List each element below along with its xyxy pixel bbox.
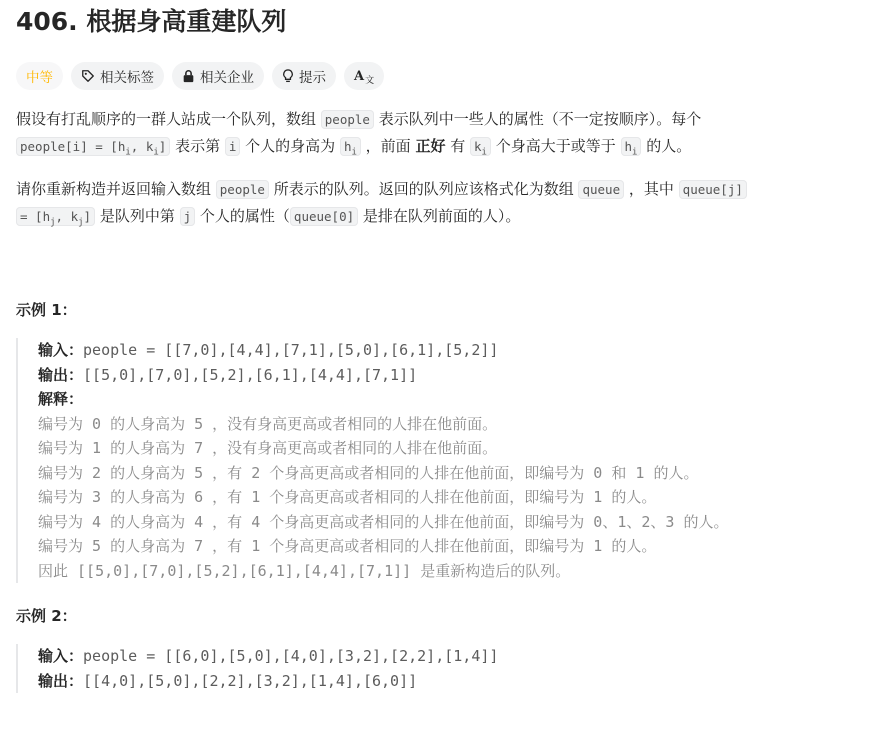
inline-code: [16, 207, 95, 226]
related-tags-button[interactable]: [71, 62, 164, 90]
desc-text: 是队列中第: [95, 206, 180, 225]
desc-text: 个人的身高为: [240, 137, 340, 155]
explain-label: 解释：: [38, 390, 84, 408]
desc-text: 表示第: [170, 137, 225, 155]
explain-line: 因此 [[5,0],[7,0],[5,2],[6,1],[4,4],[7,1]] 是重新构造后的队列。: [38, 561, 571, 580]
example-2-block: [16, 644, 866, 693]
desc-text: 请你重新构造并返回输入数组: [16, 179, 216, 198]
description-paragraph-1: [16, 106, 866, 166]
lightbulb-icon: [282, 69, 294, 84]
input-label: 输入：: [38, 647, 84, 665]
code-text: ]: [158, 139, 167, 154]
example-1-heading: 示例 1：: [16, 301, 77, 319]
explain-line: 编号为 2 的人身高为 5 ，有 2 个身高更高或者相同的人排在他前面，即编号为 0 和 1 的人。: [38, 463, 699, 482]
related-companies-label: 相关企业: [200, 70, 254, 86]
tag-icon: [81, 69, 95, 83]
example-2-heading: 示例 2：: [16, 607, 77, 625]
code-sub: i: [153, 147, 159, 158]
example-1-explain-label: [38, 387, 866, 412]
hint-label: 提示: [299, 70, 326, 86]
input-value: people = [[7,0],[4,4],[7,1],[5,0],[6,1],[5,2]]: [83, 341, 499, 359]
output-value: [[5,0],[7,0],[5,2],[6,1],[4,4],[7,1]]: [83, 365, 418, 384]
example-1-block: [16, 338, 866, 583]
code-text: , k: [55, 208, 79, 224]
explain-line: 编号为 5 的人身高为 7 ，有 1 个身高更高或者相同的人排在他前面，即编号为 1 的人。: [38, 537, 657, 555]
translate-icon: A: [354, 68, 365, 84]
lock-icon: [182, 69, 195, 83]
output-label: 输出：: [38, 671, 84, 690]
related-companies-button[interactable]: [172, 62, 264, 90]
translate-icon-glyph: 文: [365, 75, 375, 86]
example-2-input: [38, 644, 866, 669]
output-value: [[4,0],[5,0],[2,2],[3,2],[1,4],[6,0]]: [83, 671, 418, 690]
example-1-input: [38, 338, 866, 363]
inline-code: j: [180, 207, 196, 226]
code-text: k: [474, 139, 482, 154]
code-text: = [h: [20, 208, 51, 224]
explain-line: 编号为 3 的人身高为 6 ，有 1 个身高更高或者相同的人排在他前面，即编号为 1 的人。: [38, 488, 657, 506]
code-sub: j: [78, 217, 84, 227]
code-text: ]: [83, 208, 92, 224]
emphasis-text: 正好: [415, 137, 446, 155]
example-1-output: [38, 363, 866, 388]
explain-line: 编号为 4 的人身高为 4 ，有 4 个身高更高或者相同的人排在他前面，即编号为 0、1、2、3 的人。: [38, 512, 729, 531]
code-sub: i: [481, 147, 487, 158]
inline-code: people: [216, 180, 269, 199]
code-text: people[i] = [h: [20, 139, 126, 154]
input-label: 输入：: [38, 341, 84, 359]
inline-code: [340, 137, 361, 156]
desc-text: 所表示的队列。返回的队列应该格式化为数组: [268, 179, 579, 198]
explain-line: 编号为 1 的人身高为 7 ，没有身高更高或者相同的人排在他前面。: [38, 439, 498, 457]
translate-button[interactable]: [344, 62, 384, 90]
related-tags-label: 相关标签: [100, 70, 154, 86]
desc-text: 假设有打乱顺序的一群人站成一个队列，数组: [16, 110, 321, 128]
inline-code: queue[0]: [290, 207, 358, 226]
inline-code: [16, 137, 170, 156]
explain-line: 编号为 0 的人身高为 5 ，没有身高更高或者相同的人排在他前面。: [38, 414, 498, 433]
input-value: people = [[6,0],[5,0],[4,0],[3,2],[2,2],[1,4]]: [83, 647, 499, 665]
inline-code: i: [225, 137, 241, 156]
desc-text: ，其中: [624, 179, 679, 198]
code-text: h: [343, 139, 352, 154]
example-2-output: [38, 669, 866, 694]
problem-title[interactable]: 406. 根据身高重建队列: [16, 7, 287, 36]
inline-code: queue[j]: [679, 180, 747, 199]
desc-text: ，前面: [360, 137, 416, 155]
code-sub: i: [351, 147, 357, 158]
inline-code: [621, 137, 642, 156]
desc-text: 有: [445, 137, 470, 155]
description-paragraph-2: [16, 176, 866, 236]
inline-code: queue: [578, 180, 624, 199]
inline-code: people: [321, 110, 374, 129]
output-label: 输出：: [38, 365, 84, 384]
desc-text: 是排在队列前面的人）。: [358, 206, 521, 225]
code-sub: j: [50, 217, 56, 227]
code-text: h: [624, 139, 633, 154]
desc-text: 表示队列中一些人的属性（不一定按顺序）。每个: [373, 110, 702, 128]
code-sub: i: [632, 147, 638, 158]
desc-text: 的人。: [641, 137, 692, 155]
tag-bar: [16, 62, 866, 90]
inline-code: [470, 137, 491, 156]
difficulty-badge[interactable]: 中等: [16, 62, 63, 90]
code-text: , k: [130, 139, 154, 154]
hint-button[interactable]: [272, 62, 336, 90]
desc-text: 个身高大于或等于: [490, 137, 621, 155]
code-sub: i: [125, 147, 131, 158]
desc-text: 个人的属性（: [195, 206, 290, 225]
